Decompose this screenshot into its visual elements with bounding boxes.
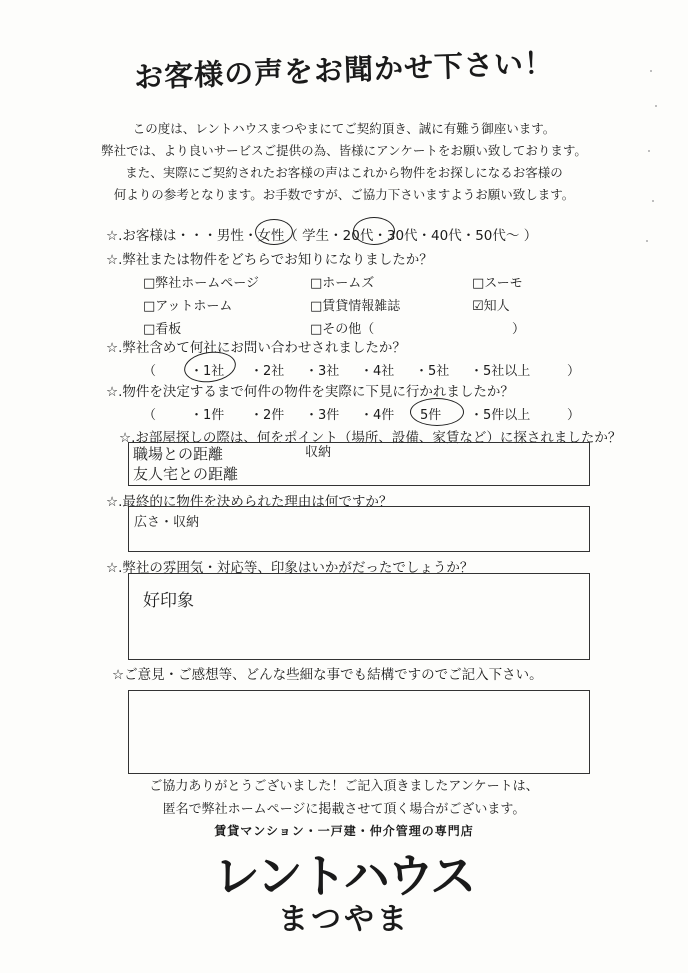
question-gender-age: ☆.お客様は・・・男性・女性（ 学生・20代・30代・40代・50代～ ） [106, 228, 538, 244]
option-magazine: □賃貸情報雑誌 [310, 299, 401, 314]
scan-speck [646, 240, 648, 242]
answer-box-search-points [128, 442, 590, 486]
option-athome: □アットホーム [143, 299, 233, 314]
scan-speck [655, 105, 657, 107]
question-inquiries: ☆.弊社含めて何社にお問い合わせされましたか？ [106, 340, 406, 356]
option-5plus-properties: ・5件以上 [470, 408, 531, 423]
option-signboard: □看板 [143, 322, 182, 337]
answer-box-impression [128, 573, 590, 660]
logo-tagline: 賃貸マンション・一戸建・仲介管理の専門店 [214, 824, 474, 838]
option-1-company: ・1社 [190, 364, 225, 379]
scan-speck [648, 150, 650, 152]
intro-line: また、実際にご契約されたお客様の声はこれから物件をお探しになるお客様の [125, 165, 563, 180]
option-other: □その他（ [310, 322, 375, 337]
option-suumo: □スーモ [472, 276, 523, 291]
handwritten-answer: 収納 [305, 445, 332, 460]
intro-text [60, 118, 628, 206]
option-5plus-companies: ・5社以上 [470, 364, 531, 379]
handwritten-answer: 広さ・収納 [134, 515, 200, 530]
option-other-close: ） [512, 322, 526, 337]
answer-circle-gender [255, 219, 293, 245]
option-2-properties: ・2件 [250, 408, 285, 423]
paren-open: （ [143, 408, 157, 423]
logo-subname: まつやま [278, 902, 410, 937]
option-5-companies: ・5社 [415, 364, 450, 379]
answer-box-reason [128, 506, 590, 552]
intro-line: 弊社では、より良いサービスご提供の為、皆様にアンケートをお願い致しております。 [101, 143, 587, 158]
option-1-property: ・1件 [190, 408, 225, 423]
question-source: ☆.弊社または物件をどちらでお知りになりましたか？ [106, 252, 433, 268]
option-homes: □ホームズ [310, 276, 375, 291]
page-title: お客様の声をお聞かせ下さい！ [133, 45, 555, 95]
intro-line: この度は、レントハウスまつやまにてご契約頂き、誠に有難う御座います。 [132, 121, 556, 136]
answer-box-comments [128, 690, 590, 774]
option-4-properties: ・4件 [360, 408, 395, 423]
option-2-companies: ・2社 [250, 364, 285, 379]
handwritten-answer: 職場との距離 [133, 445, 224, 463]
question-search-points: ☆.お部屋探しの際は、何をポイント（場所、設備、家賃など）に探されましたか？ [119, 430, 622, 446]
option-acquaintance: ☑知人 [472, 299, 510, 314]
option-homepage: □弊社ホームページ [143, 276, 260, 291]
paren-close: ） [567, 364, 581, 379]
scan-speck [650, 70, 652, 72]
footer-line: ご協力ありがとうございました！ご記入頂きましたアンケートは、 [149, 779, 539, 794]
handwritten-answer: 友人宅との距離 [133, 465, 239, 483]
option-4-companies: ・4社 [360, 364, 395, 379]
paren-open: （ [143, 364, 157, 379]
paren-close: ） [567, 408, 581, 423]
question-reason: ☆.最終的に物件を決められた理由は何ですか？ [106, 494, 393, 510]
logo-name: レントハウス [213, 849, 475, 903]
scan-speck [652, 200, 654, 202]
intro-line: 何よりの参考となります。お手数ですが、ご協力下さいますようお願い致します。 [113, 187, 575, 202]
answer-circle-viewings [410, 398, 464, 426]
footer-line: 匿名で弊社ホームページに掲載させて頂く場合がございます。 [162, 802, 526, 817]
option-5-properties: 5件 [420, 408, 442, 423]
option-3-companies: ・3社 [305, 364, 340, 379]
handwritten-answer: 好印象 [143, 591, 194, 611]
question-impression: ☆.弊社の雰囲気・対応等、印象はいかがだったでしょうか？ [106, 560, 474, 576]
option-3-properties: ・3件 [305, 408, 340, 423]
answer-circle-age [353, 217, 395, 245]
question-comments: ☆ご意見・ご感想等、どんな些細な事でも結構ですのでご記入下さい。 [112, 667, 543, 683]
question-viewings: ☆.物件を決定するまで何件の物件を実際に下見に行かれましたか？ [106, 384, 514, 400]
